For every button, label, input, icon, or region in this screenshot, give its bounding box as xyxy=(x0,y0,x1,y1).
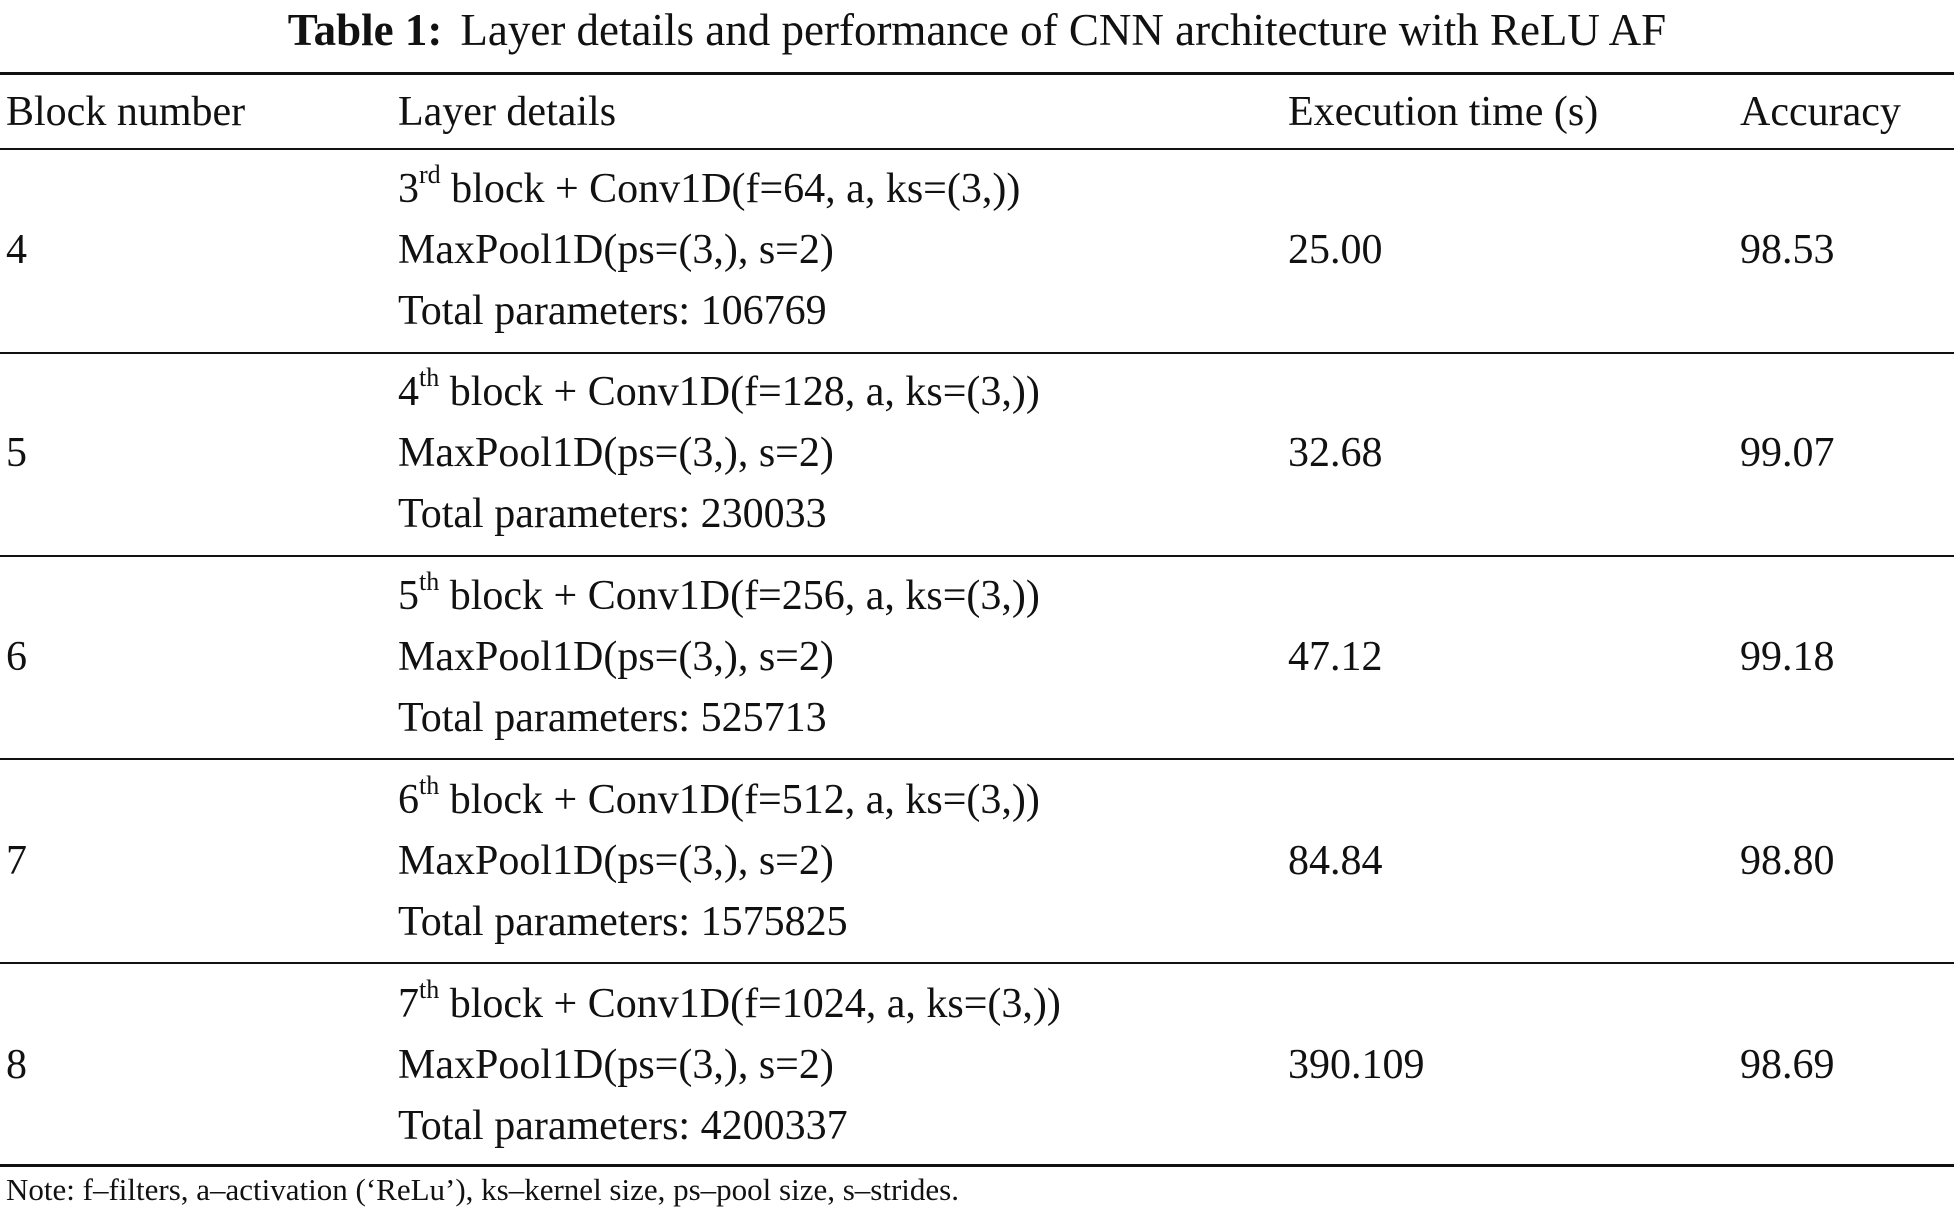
layer-pool-line: MaxPool1D(ps=(3,), s=2) xyxy=(398,634,834,680)
table-note: Note: f–filters, a–activation (‘ReLu’), ks–kernel size, ps–pool size, s–strides. xyxy=(6,1172,959,1207)
cell-layer-details xyxy=(398,159,1020,342)
header-accuracy: Accuracy xyxy=(1740,89,1901,135)
cell-block-number: 7 xyxy=(6,838,27,884)
cell-layer-details xyxy=(398,974,1061,1157)
row-divider xyxy=(0,352,1954,354)
cell-layer-details xyxy=(398,770,1040,953)
header-execution-time: Execution time (s) xyxy=(1288,89,1599,135)
row-divider xyxy=(0,962,1954,964)
layer-params-line: Total parameters: 1575825 xyxy=(398,899,848,945)
layer-conv-line: 7th block + Conv1D(f=1024, a, ks=(3,)) xyxy=(398,975,1061,1027)
table-bottom-rule xyxy=(0,1164,1954,1167)
cell-block-number: 4 xyxy=(6,227,27,273)
layer-params-line: Total parameters: 4200337 xyxy=(398,1103,848,1149)
cell-execution-time: 25.00 xyxy=(1288,227,1383,273)
layer-params-line: Total parameters: 525713 xyxy=(398,695,827,741)
cell-block-number: 6 xyxy=(6,634,27,680)
layer-conv-line: 3rd block + Conv1D(f=64, a, ks=(3,)) xyxy=(398,160,1021,212)
cell-execution-time: 47.12 xyxy=(1288,634,1383,680)
header-rule xyxy=(0,148,1954,150)
cell-accuracy: 99.18 xyxy=(1740,634,1835,680)
layer-params-line: Total parameters: 230033 xyxy=(398,491,827,537)
cell-execution-time: 84.84 xyxy=(1288,838,1383,884)
layer-pool-line: MaxPool1D(ps=(3,), s=2) xyxy=(398,838,834,884)
cell-execution-time: 32.68 xyxy=(1288,430,1383,476)
layer-pool-line: MaxPool1D(ps=(3,), s=2) xyxy=(398,430,834,476)
table-caption-label: Table 1: xyxy=(287,5,443,55)
header-layer-details: Layer details xyxy=(398,89,617,135)
layer-conv-line: 5th block + Conv1D(f=256, a, ks=(3,)) xyxy=(398,567,1040,619)
cell-accuracy: 98.69 xyxy=(1740,1042,1835,1088)
cell-block-number: 8 xyxy=(6,1042,27,1088)
table-caption-text: Layer details and performance of CNN architecture with ReLU AF xyxy=(460,5,1667,55)
row-divider xyxy=(0,758,1954,760)
layer-params-line: Total parameters: 106769 xyxy=(398,288,827,334)
layer-conv-line: 6th block + Conv1D(f=512, a, ks=(3,)) xyxy=(398,771,1040,823)
table-caption xyxy=(0,4,1954,56)
cell-accuracy: 98.80 xyxy=(1740,838,1835,884)
cell-execution-time: 390.109 xyxy=(1288,1042,1425,1088)
layer-pool-line: MaxPool1D(ps=(3,), s=2) xyxy=(398,227,834,273)
layer-conv-line: 4th block + Conv1D(f=128, a, ks=(3,)) xyxy=(398,363,1040,415)
layer-pool-line: MaxPool1D(ps=(3,), s=2) xyxy=(398,1042,834,1088)
cell-block-number: 5 xyxy=(6,430,27,476)
header-block-number: Block number xyxy=(6,89,246,135)
cell-accuracy: 99.07 xyxy=(1740,430,1835,476)
table-top-rule xyxy=(0,72,1954,75)
cell-layer-details xyxy=(398,566,1040,749)
row-divider xyxy=(0,555,1954,557)
cell-layer-details xyxy=(398,362,1040,545)
cell-accuracy: 98.53 xyxy=(1740,227,1835,273)
